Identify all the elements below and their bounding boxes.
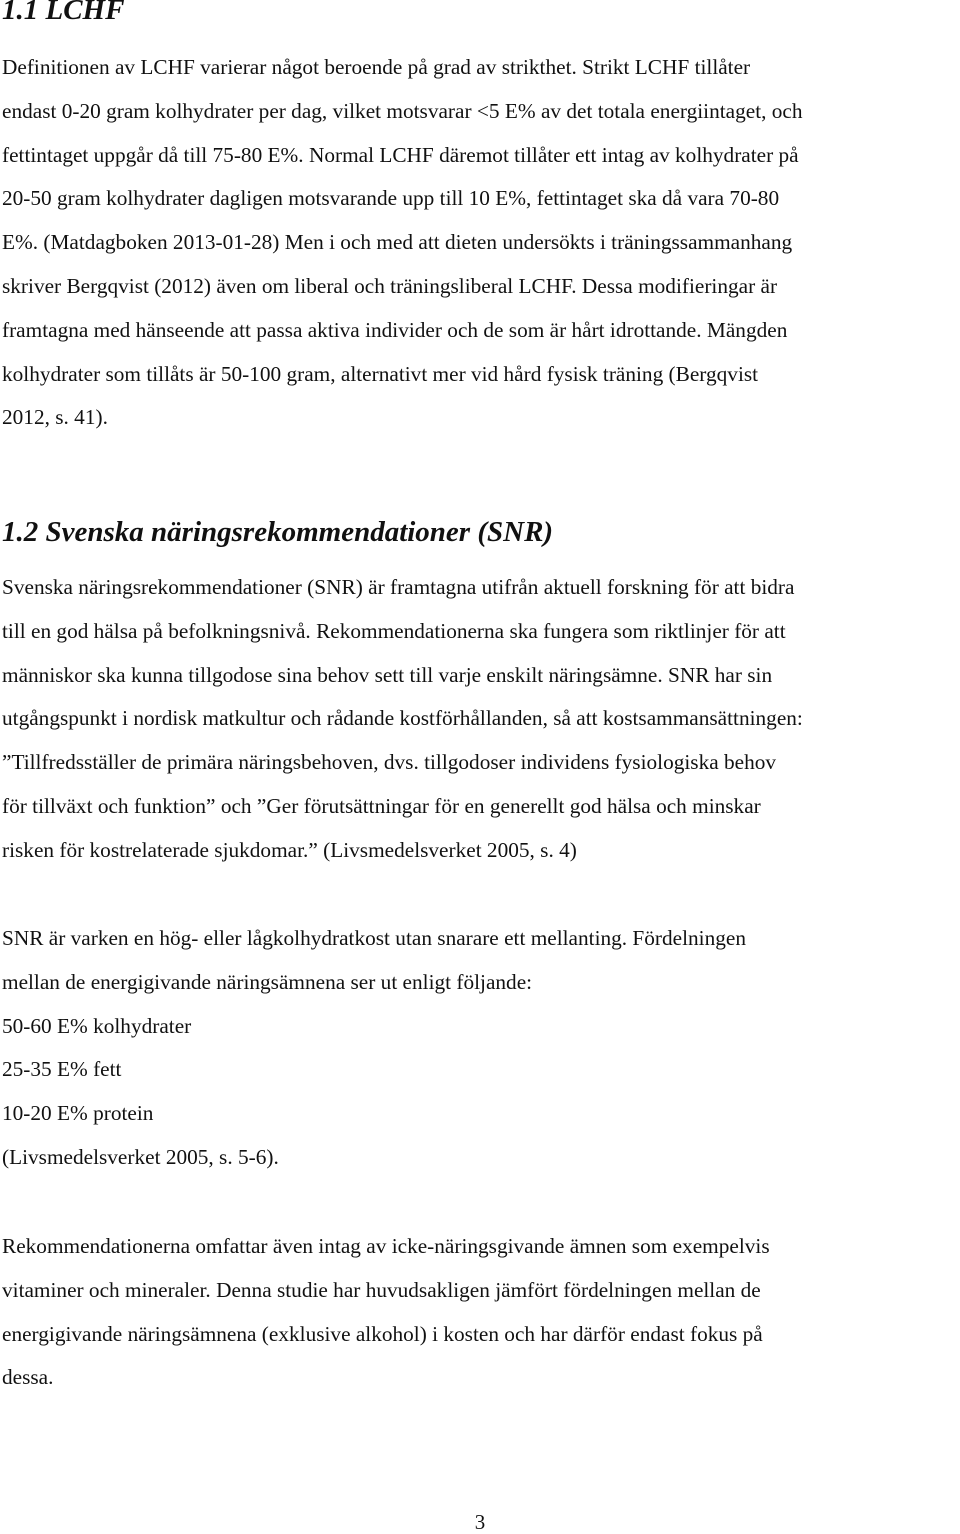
text-line: Rekommendationerna omfattar även intag av icke-näringsgivande ämnen som exempelvis [2,1234,770,1258]
text-line: dessa. [2,1365,54,1390]
text-line: E%. (Matdagboken 2013-01-28) Men i och med att dieten undersökts i träningssammanhang [2,230,793,255]
text-line: 20-50 gram kolhydrater dagligen motsvarande upp till 10 E%, fettintaget ska då vara 70-80 [2,186,780,211]
lchf-paragraph [2,46,960,440]
section-heading-snr: 1.2 Svenska näringsrekommendationer (SNR) [2,516,554,548]
distribution-protein: 10-20 E% protein [2,1101,154,1126]
distribution-fat: 25-35 E% fett [2,1057,122,1082]
text-line: ”Tillfredsställer de primära näringsbehoven, dvs. tillgodoser individens fysiologiska behov [2,750,777,775]
text-line: Svenska näringsrekommendationer (SNR) är framtagna utifrån aktuell forskning för att bidra [2,575,795,599]
citation: (Livsmedelsverket 2005, s. 5-6). [2,1144,279,1169]
text-line: för tillväxt och funktion” och ”Ger förutsättningar för en generellt god hälsa och minskar [2,793,761,818]
text-line: Definitionen av LCHF varierar något beroende på grad av strikthet. Strikt LCHF tillåter [2,55,751,79]
text-line: utgångspunkt i nordisk matkultur och rådande kostförhållanden, så att kostsammansättningen: [2,706,803,731]
snr-distribution-paragraph [2,917,960,1180]
text-line: fettintaget uppgår då till 75-80 E%. Normal LCHF däremot tillåter ett intag av kolhydrater på [2,142,799,167]
section-heading-lchf: 1.1 LCHF [2,0,125,26]
text-line: till en god hälsa på befolkningsnivå. Rekommendationerna ska fungera som riktlinjer för att [2,618,786,643]
text-line: SNR är varken en hög- eller lågkolhydratkost utan snarare ett mellanting. Fördelningen [2,926,746,950]
text-line: skriver Bergqvist (2012) även om liberal och träningsliberal LCHF. Dessa modifieringar är [2,273,778,298]
page-number: 3 [474,1510,486,1534]
snr-scope-paragraph [2,1225,960,1400]
text-line: energigivande näringsämnena (exklusive alkohol) i kosten och har därför endast fokus på [2,1321,763,1346]
text-line: vitaminer och mineraler. Denna studie har huvudsakligen jämfört fördelningen mellan de [2,1277,761,1302]
text-line: 2012, s. 41). [2,405,108,430]
text-line: kolhydrater som tillåts är 50-100 gram, alternativt mer vid hård fysisk träning (Bergqvist [2,361,759,386]
text-line: människor ska kunna tillgodose sina behov sett till varje enskilt näringsämne. SNR har sin [2,662,773,687]
snr-intro-paragraph [2,566,960,873]
text-line: endast 0-20 gram kolhydrater per dag, vilket motsvarar <5 E% av det totala energiintaget, och [2,98,803,123]
distribution-carbohydrates: 50-60 E% kolhydrater [2,1013,192,1038]
text-line: framtagna med hänseende att passa aktiva individer och de som är hårt idrottande. Mängden [2,317,788,342]
text-line: mellan de energigivande näringsämnena ser ut enligt följande: [2,969,533,994]
text-line: risken för kostrelaterade sjukdomar.” (Livsmedelsverket 2005, s. 4) [2,837,577,862]
